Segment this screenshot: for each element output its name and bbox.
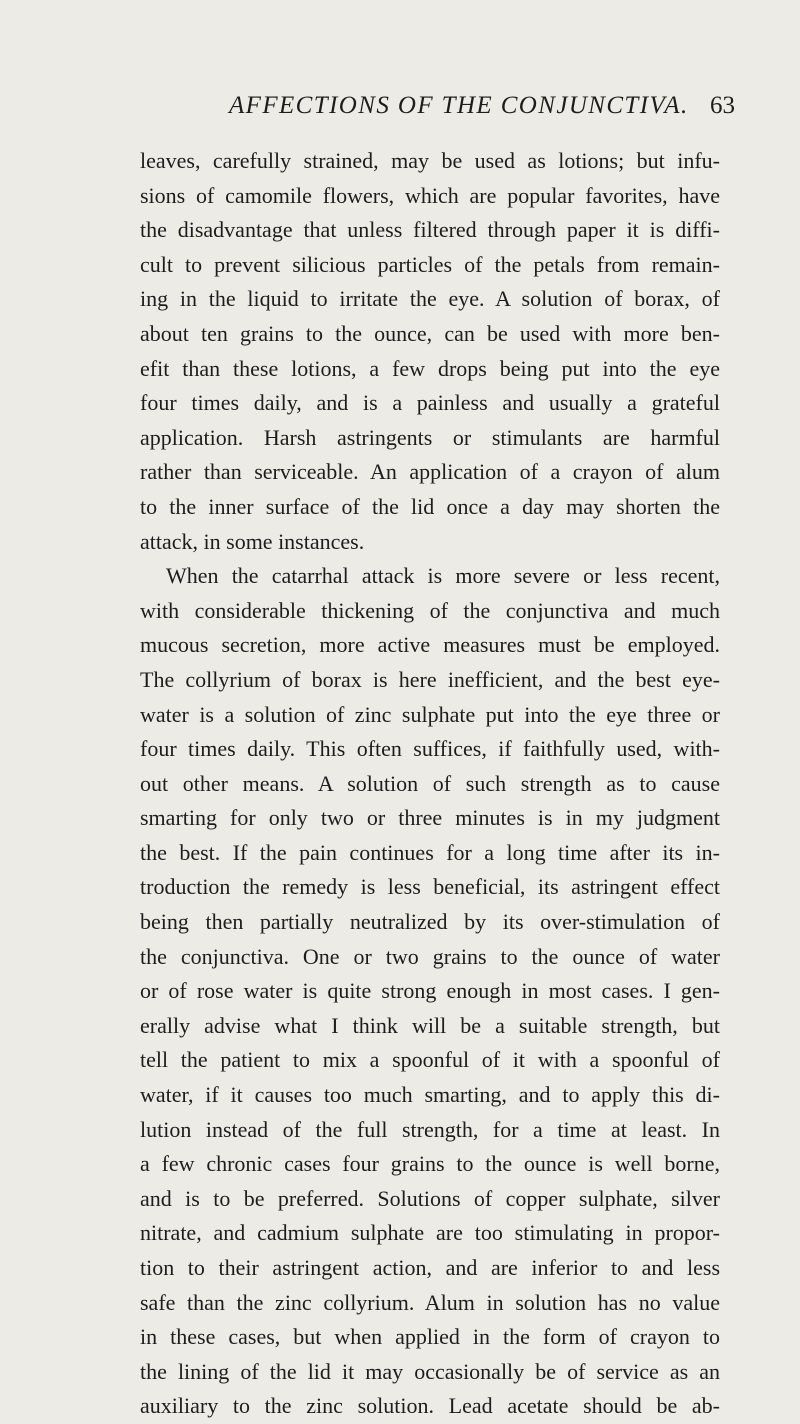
running-title: AFFECTIONS OF THE CONJUNCTIVA. xyxy=(229,92,689,119)
text-line: safe than the zinc collyrium. Alum in solution has no value xyxy=(140,1289,720,1315)
text-line: tell the patient to mix a spoonful of it with a spoonful of xyxy=(140,1047,720,1073)
text-line: water is a solution of zinc sulphate put into the eye three or xyxy=(140,701,720,727)
text-line: the lining of the lid it may occasionally be of service as an xyxy=(140,1358,720,1384)
text-line: water, if it causes too much smarting, and to apply this di- xyxy=(140,1082,720,1108)
text-line: with considerable thickening of the conjunctiva and much xyxy=(140,597,720,623)
text-line: efit than these lotions, a few drops being put into the eye xyxy=(140,355,720,381)
text-line: leaves, carefully strained, may be used as lotions; but infu- xyxy=(140,148,720,173)
text-line: smarting for only two or three minutes is in my judgment xyxy=(140,805,720,831)
text-line: four times daily. This often suffices, if faithfully used, with- xyxy=(140,736,720,762)
text-line: tion to their astringent action, and are inferior to and less xyxy=(140,1255,720,1280)
text-line: nitrate, and cadmium sulphate are too stimulating in propor- xyxy=(140,1220,720,1246)
body-text xyxy=(140,144,720,1424)
text-line: four times daily, and is a painless and usually a grateful xyxy=(140,390,720,416)
text-line: being then partially neutralized by its over-stimulation of xyxy=(140,909,720,935)
text-line: a few chronic cases four grains to the ounce is well borne, xyxy=(140,1151,720,1177)
text-line: out other means. A solution of such strength as to cause xyxy=(140,770,720,796)
text-line: mucous secretion, more active measures must be employed. xyxy=(140,632,720,658)
text-line: When the catarrhal attack is more severe or less recent, xyxy=(166,563,720,589)
text-line: troduction the remedy is less beneficial, its astringent effect xyxy=(140,874,720,900)
text-line: erally advise what I think will be a suitable strength, but xyxy=(140,1012,720,1038)
text-line: the disadvantage that unless filtered through paper it is diffi- xyxy=(140,217,720,243)
text-line: to the inner surface of the lid once a day may shorten the xyxy=(140,493,720,519)
page-number: 63 xyxy=(710,92,735,119)
text-line: lution instead of the full strength, for a time at least. In xyxy=(140,1116,720,1142)
running-head xyxy=(0,92,800,132)
text-line: application. Harsh astringents or stimulants are harmful xyxy=(140,424,720,450)
text-line: The collyrium of borax is here inefficient, and the best eye- xyxy=(140,666,720,692)
text-line: cult to prevent silicious particles of the petals from remain- xyxy=(140,251,720,277)
text-line: attack, in some instances. xyxy=(140,528,365,554)
text-line: rather than serviceable. An application of a crayon of alum xyxy=(140,459,720,485)
text-line: in these cases, but when applied in the form of crayon to xyxy=(140,1324,720,1350)
text-line: ing in the liquid to irritate the eye. A solution of borax, of xyxy=(140,286,720,312)
text-line: auxiliary to the zinc solution. Lead acetate should be ab- xyxy=(140,1393,720,1419)
text-line: and is to be preferred. Solutions of copper sulphate, silver xyxy=(140,1185,720,1211)
text-line: or of rose water is quite strong enough in most cases. I gen- xyxy=(140,978,720,1004)
text-line: the conjunctiva. One or two grains to the ounce of water xyxy=(140,943,720,969)
text-line: sions of camomile flowers, which are popular favorites, have xyxy=(140,182,720,208)
text-line: about ten grains to the ounce, can be used with more ben- xyxy=(140,320,720,346)
text-line: the best. If the pain continues for a long time after its in- xyxy=(140,839,720,865)
